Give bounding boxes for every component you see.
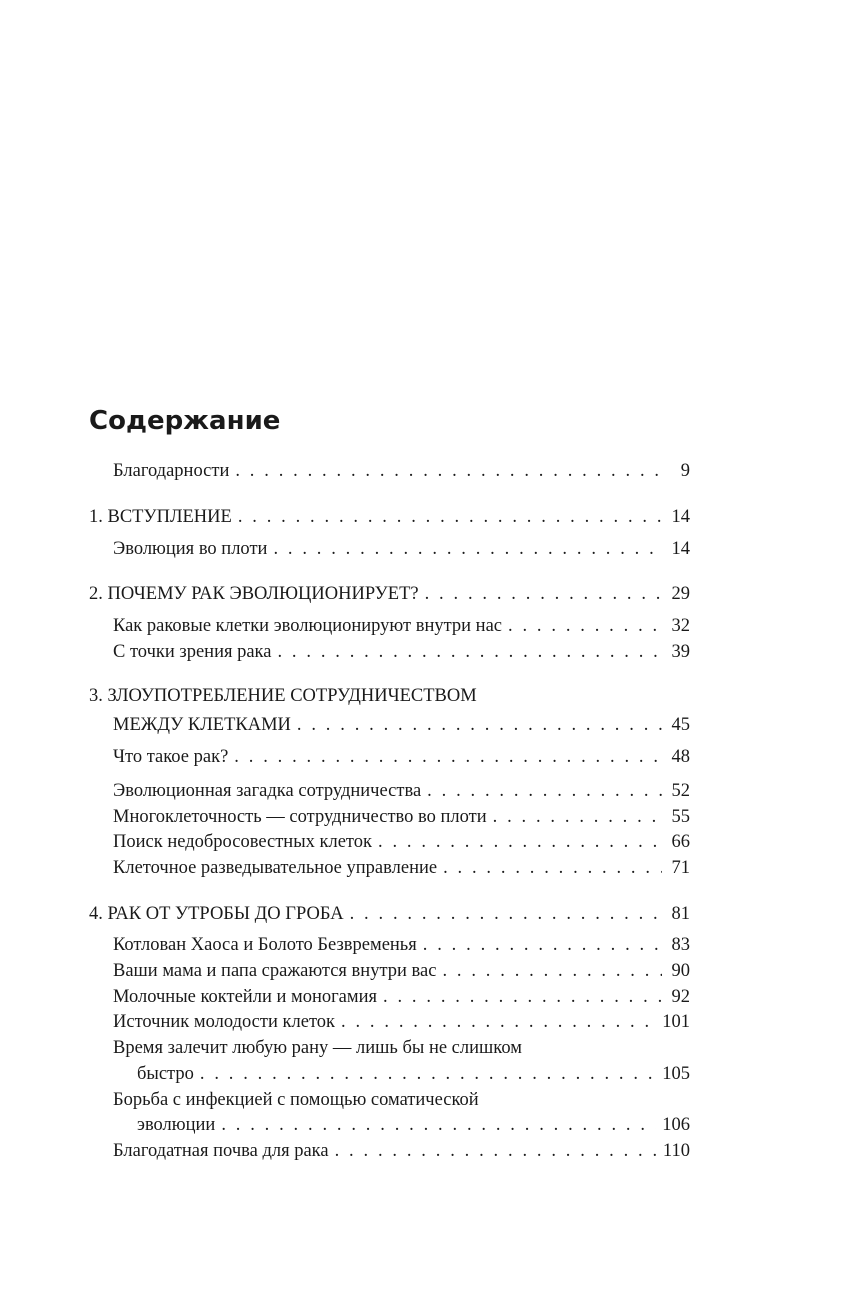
toc-page-number: 106: [662, 1115, 690, 1135]
toc-chapter-title: 2. ПОЧЕМУ РАК ЭВОЛЮЦИОНИРУЕТ?: [89, 584, 419, 604]
dot-leader: [297, 713, 662, 737]
toc-chapter-title: 4. РАК ОТ УТРОБЫ ДО ГРОБА: [89, 904, 344, 924]
toc-entry: [113, 1010, 690, 1034]
toc-page-number: 39: [671, 642, 690, 662]
toc-entry-title: Как раковые клетки эволюционируют внутри нас: [113, 616, 503, 636]
toc-entry: [113, 959, 690, 983]
toc-entry-title: Поиск недобросовестных клеток: [113, 832, 373, 852]
toc-page-number: 14: [671, 507, 690, 527]
toc-chapter-3: [113, 713, 690, 737]
toc-entry: [137, 1062, 690, 1086]
toc-entry-title: Источник молодости клеток: [113, 1012, 336, 1032]
toc-chapter-3-line-1: 3. ЗЛОУПОТРЕБЛЕНИЕ СОТРУДНИЧЕСТВОМ: [89, 686, 477, 706]
toc-page-number: 66: [671, 832, 690, 852]
toc-entry: [113, 779, 690, 803]
toc-page-number: 45: [671, 715, 690, 735]
toc-entry: [113, 805, 690, 829]
toc-chapter-title: МЕЖДУ КЛЕТКАМИ: [113, 715, 291, 735]
toc-entry-title: Эволюционная загадка сотрудничества: [113, 781, 422, 801]
dot-leader: [350, 902, 662, 926]
toc-page-number: 55: [671, 807, 690, 827]
toc-entry-title: Благодарности: [113, 461, 230, 481]
toc-entry-title: С точки зрения рака: [113, 642, 272, 662]
toc-entry-acknowledgements: [113, 459, 690, 483]
toc-entry-line-1: Время залечит любую рану — лишь бы не слишком: [113, 1038, 522, 1058]
dot-leader: [200, 1062, 656, 1086]
dot-leader: [508, 614, 662, 638]
toc-entry: [137, 1113, 690, 1137]
toc-entry: [113, 985, 690, 1009]
dot-leader: [443, 856, 662, 880]
toc-page-number: 90: [671, 961, 690, 981]
toc-page-number: 105: [662, 1064, 690, 1084]
toc-entry-title: Что такое рак?: [113, 747, 229, 767]
dot-leader: [238, 505, 662, 529]
toc-page-number: 101: [662, 1012, 690, 1032]
toc-page-number: 52: [671, 781, 690, 801]
toc-entry-title: Клеточное разведывательное управление: [113, 858, 438, 878]
toc-entry-line-1: Борьба с инфекцией с помощью соматической: [113, 1090, 479, 1110]
toc-page-number: 110: [662, 1141, 690, 1161]
toc-chapter-2: [89, 582, 690, 606]
toc-entry: [113, 640, 690, 664]
toc-page-number: 9: [680, 461, 690, 481]
toc-entry-title: Благодатная почва для рака: [113, 1141, 329, 1161]
toc-chapter-title: 1. ВСТУПЛЕНИЕ: [89, 507, 232, 527]
dot-leader: [427, 779, 662, 803]
toc-entry: [113, 933, 690, 957]
dot-leader: [378, 830, 662, 854]
toc-entry-title: Ваши мама и папа сражаются внутри вас: [113, 961, 437, 981]
toc-page-number: 29: [671, 584, 690, 604]
toc-entry-title: Молочные коктейли и моногамия: [113, 987, 378, 1007]
toc-entry-title: Эволюция во плоти: [113, 539, 268, 559]
dot-leader: [235, 459, 662, 483]
toc-entry-title: Многоклеточность — сотрудничество во плоти: [113, 807, 487, 827]
toc-entry: [113, 830, 690, 854]
toc-page-number: 81: [671, 904, 690, 924]
toc-entry: [113, 537, 690, 561]
dot-leader: [277, 640, 662, 664]
dot-leader: [341, 1010, 656, 1034]
toc-page-number: 14: [671, 539, 690, 559]
toc-entry-title: быстро: [137, 1064, 194, 1084]
dot-leader: [442, 959, 662, 983]
toc-entry-title: эволюции: [137, 1115, 216, 1135]
page-title: Содержание: [89, 406, 281, 436]
dot-leader: [335, 1139, 657, 1163]
toc-entry: [113, 856, 690, 880]
toc-page-number: 48: [671, 747, 690, 767]
dot-leader: [423, 933, 662, 957]
dot-leader: [234, 745, 662, 769]
dot-leader: [493, 805, 662, 829]
toc-entry: [113, 1139, 690, 1163]
dot-leader: [221, 1113, 656, 1137]
toc-entry: [113, 614, 690, 638]
dot-leader: [383, 985, 662, 1009]
toc-entry-title: Котлован Хаоса и Болото Безвременья: [113, 935, 417, 955]
dot-leader: [273, 537, 662, 561]
toc-page-number: 71: [671, 858, 690, 878]
dot-leader: [425, 582, 662, 606]
toc-chapter-1: [89, 505, 690, 529]
toc-chapter-4: [89, 902, 690, 926]
toc-page-number: 32: [671, 616, 690, 636]
toc-entry: [113, 745, 690, 769]
toc-page-number: 83: [671, 935, 690, 955]
toc-page-number: 92: [671, 987, 690, 1007]
